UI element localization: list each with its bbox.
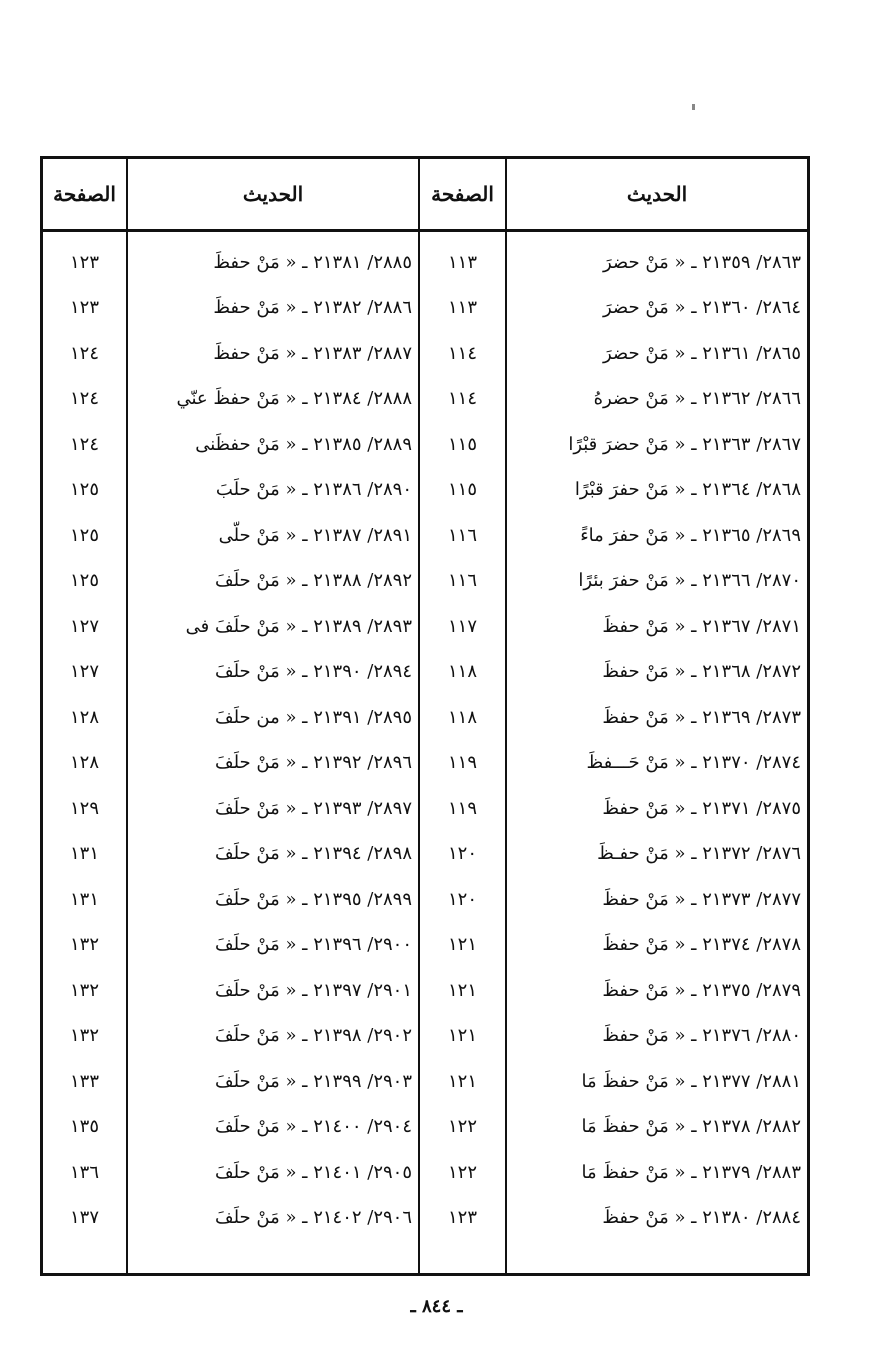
hadith-cell: ٢٨٧٣/ ٢١٣٦٩ ـ « مَنْ حفظَ [602, 706, 801, 728]
page-number-cell: ١٣٢ [69, 934, 99, 955]
table-header [43, 159, 807, 232]
hadith-cell: ٢٩٠٦/ ٢١٤٠٢ ـ « مَنْ حلَفَ [214, 1207, 412, 1228]
page-number-cell: ١٢٧ [69, 661, 99, 682]
page-number-cell: ١١٥ [447, 479, 477, 500]
hadith-cell: ٢٨٦٧/ ٢١٣٦٣ ـ « مَنْ حضرَ قبْرًا [568, 433, 801, 455]
table-row [43, 1149, 807, 1195]
page-number-cell: ١١٩ [447, 752, 477, 773]
page-number-cell: ١٢٢ [447, 1161, 477, 1183]
hadith-cell: ٢٨٨٧/ ٢١٣٨٣ ـ « مَنْ حفظَ [213, 342, 412, 364]
page-number-cell: ١١٨ [447, 661, 477, 682]
page-number-cell: ١٢٤ [69, 388, 99, 409]
page-number-cell: ١١٥ [447, 433, 477, 455]
table-row [43, 421, 807, 467]
table-row [43, 1058, 807, 1104]
hadith-cell: ٢٨٦٤/ ٢١٣٦٠ ـ « مَنْ حضرَ [603, 297, 801, 318]
table-row [43, 967, 807, 1013]
hadith-cell: ٢٨٧٨/ ٢١٣٧٤ ـ « مَنْ حفظَ [602, 934, 801, 955]
hadith-cell: ٢٨٨٠/ ٢١٣٧٦ ـ « مَنْ حفظَ [602, 1025, 801, 1046]
page-number-cell: ١٢٨ [69, 706, 99, 728]
hadith-cell: ٢٨٨٤/ ٢١٣٨٠ ـ « مَنْ حفظَ [602, 1207, 801, 1228]
table-row [43, 694, 807, 740]
page-number-cell: ١١٧ [447, 615, 477, 637]
hadith-cell: ٢٨٩٠/ ٢١٣٨٦ ـ « مَنْ حلَبَ [215, 479, 412, 500]
hadith-cell: ٢٨٩٣/ ٢١٣٨٩ ـ « مَنْ حلَفَ فى [185, 615, 412, 637]
hadith-cell: ٢٨٨٢/ ٢١٣٧٨ ـ « مَنْ حفظَ مَا [581, 1116, 801, 1137]
hadith-cell: ٢٨٩٢/ ٢١٣٨٨ ـ « مَنْ حلَفَ [214, 570, 412, 591]
page-number-cell: ١٢٣ [69, 297, 99, 318]
page-number-cell: ١١٦ [447, 524, 477, 546]
hadith-cell: ٢٨٧٩/ ٢١٣٧٥ ـ « مَنْ حفظَ [602, 979, 801, 1001]
table-row [43, 649, 807, 695]
page-number-cell: ١٣٣ [69, 1070, 99, 1092]
table-row [43, 603, 807, 649]
page-number-cell: ١٢٣ [447, 1207, 477, 1228]
hadith-cell: ٢٨٧٥/ ٢١٣٧١ ـ « مَنْ حفظَ [602, 797, 801, 819]
table-row [43, 740, 807, 786]
hadith-cell: ٢٩٠١/ ٢١٣٩٧ ـ « مَنْ حلَفَ [214, 979, 412, 1001]
page-number-cell: ١٣٥ [69, 1116, 99, 1137]
header-hadith-right: الحديث [626, 182, 688, 206]
header-page-left: الصفحة [53, 182, 116, 206]
page-number: ـ ٨٤٤ ـ [410, 1296, 463, 1317]
hadith-cell: ٢٨٧١/ ٢١٣٦٧ ـ « مَنْ حفظَ [602, 615, 801, 637]
page-number-cell: ١٢٨ [69, 752, 99, 773]
hadith-cell: ٢٨٩٧/ ٢١٣٩٣ ـ « مَنْ حلَفَ [214, 797, 412, 819]
table-row [43, 376, 807, 422]
page-number-cell: ١٢٤ [69, 342, 99, 364]
hadith-cell: ٢٨٧٤/ ٢١٣٧٠ ـ « مَنْ حَـــفظَ [586, 752, 801, 773]
hadith-cell: ٢٨٧٦/ ٢١٣٧٢ ـ « مَنْ حفـظَ [597, 843, 801, 864]
hadith-cell: ٢٨٨٣/ ٢١٣٧٩ ـ « مَنْ حفظَ مَا [581, 1161, 801, 1183]
page-number-cell: ١١٩ [447, 797, 477, 819]
hadith-cell: ٢٨٨٩/ ٢١٣٨٥ ـ « مَنْ حفظَنى [195, 433, 412, 455]
page-number-cell: ١٢٠ [447, 888, 477, 910]
page-number-cell: ١٢٣ [69, 251, 99, 273]
page-number-cell: ١٣٢ [69, 979, 99, 1001]
page-number-cell: ١٣١ [69, 843, 99, 864]
hadith-cell: ٢٩٠٤/ ٢١٤٠٠ ـ « مَنْ حلَفَ [214, 1116, 412, 1137]
table-row [43, 467, 807, 513]
page-number-cell: ١٢٥ [69, 570, 99, 591]
index-table [40, 156, 810, 1276]
page-number-cell: ١٢١ [447, 979, 477, 1001]
table-row [43, 831, 807, 877]
page-number-cell: ١٣٢ [69, 1025, 99, 1046]
page-number-cell: ١٢٥ [69, 479, 99, 500]
page-number-cell: ١١٣ [447, 251, 477, 273]
page-number-cell: ١٢١ [447, 1025, 477, 1046]
hadith-cell: ٢٨٩٦/ ٢١٣٩٢ ـ « مَنْ حلَفَ [214, 752, 412, 773]
hadith-cell: ٢٩٠٥/ ٢١٤٠١ ـ « مَنْ حلَفَ [214, 1161, 412, 1183]
page-number-cell: ١٣١ [69, 888, 99, 910]
hadith-cell: ٢٩٠٣/ ٢١٣٩٩ ـ « مَنْ حلَفَ [214, 1070, 412, 1092]
hadith-cell: ٢٨٦٩/ ٢١٣٦٥ ـ « مَنْ حفرَ ماءً [580, 524, 801, 546]
table-row [43, 558, 807, 604]
page-number-cell: ١١٨ [447, 706, 477, 728]
hadith-cell: ٢٨٨٥/ ٢١٣٨١ ـ « مَنْ حفظَ [213, 251, 412, 273]
table-row [43, 876, 807, 922]
table-row [43, 1013, 807, 1059]
hadith-cell: ٢٩٠٢/ ٢١٣٩٨ ـ « مَنْ حلَفَ [214, 1025, 412, 1046]
hadith-cell: ٢٩٠٠/ ٢١٣٩٦ ـ « مَنْ حلَفَ [214, 934, 412, 955]
hadith-cell: ٢٨٩٨/ ٢١٣٩٤ ـ « مَنْ حلَفَ [214, 843, 412, 864]
table-row [43, 1195, 807, 1241]
page-number-cell: ١١٤ [447, 342, 477, 364]
hadith-cell: ٢٨٦٦/ ٢١٣٦٢ ـ « مَنْ حضرهُ [593, 388, 801, 409]
page-number-cell: ١٣٦ [69, 1161, 99, 1183]
page-number-cell: ١٢٧ [69, 615, 99, 637]
page-number-cell: ١٢٢ [447, 1116, 477, 1137]
hadith-cell: ٢٨٨٦/ ٢١٣٨٢ ـ « مَنْ حفظَ [213, 297, 412, 318]
hadith-cell: ٢٨٩٤/ ٢١٣٩٠ ـ « مَنْ حلَفَ [214, 661, 412, 682]
page-number-cell: ١١٤ [447, 388, 477, 409]
hadith-cell: ٢٨٩٥/ ٢١٣٩١ ـ « من حلَفَ [214, 706, 412, 728]
page-number-cell: ١٢٠ [447, 843, 477, 864]
table-row [43, 1104, 807, 1150]
hadith-cell: ٢٨٦٥/ ٢١٣٦١ ـ « مَنْ حضرَ [603, 342, 801, 364]
hadith-cell: ٢٨٩٩/ ٢١٣٩٥ ـ « مَنْ حلَفَ [214, 888, 412, 910]
page-number-cell: ١٢٤ [69, 433, 99, 455]
header-page-right: الصفحة [431, 182, 494, 206]
page-number-cell: ١٢١ [447, 1070, 477, 1092]
hadith-cell: ٢٨٧٧/ ٢١٣٧٣ ـ « مَنْ حفظَ [602, 888, 801, 910]
page-number-cell: ١١٣ [447, 297, 477, 318]
hadith-cell: ٢٨٨٨/ ٢١٣٨٤ ـ « مَنْ حفظَ عنّي [176, 388, 412, 409]
hadith-cell: ٢٨٦٨/ ٢١٣٦٤ ـ « مَنْ حفرَ قبْرًا [574, 479, 801, 500]
table-row [43, 922, 807, 968]
table-row [43, 239, 807, 285]
table-row [43, 512, 807, 558]
page-number-cell: ١٢٥ [69, 524, 99, 546]
table-row [43, 330, 807, 376]
table-row [43, 285, 807, 331]
page-number-cell: ١٣٧ [69, 1207, 99, 1228]
page-number-cell: ١٢١ [447, 934, 477, 955]
hadith-cell: ٢٨٧٠/ ٢١٣٦٦ ـ « مَنْ حفرَ بئرًا [578, 570, 801, 591]
page-number-cell: ١١٦ [447, 570, 477, 591]
hadith-cell: ٢٨٦٣/ ٢١٣٥٩ ـ « مَنْ حضرَ [603, 251, 801, 273]
hadith-cell: ٢٨٧٢/ ٢١٣٦٨ ـ « مَنْ حفظَ [602, 661, 801, 682]
page-number-cell: ١٢٩ [69, 797, 99, 819]
hadith-cell: ٢٨٩١/ ٢١٣٨٧ ـ « مَنْ حلّى [218, 524, 412, 546]
scan-mark [692, 104, 695, 110]
hadith-cell: ٢٨٨١/ ٢١٣٧٧ ـ « مَنْ حفظَ مَا [581, 1070, 801, 1092]
table-row [43, 785, 807, 831]
header-hadith-left: الحديث [242, 182, 304, 206]
